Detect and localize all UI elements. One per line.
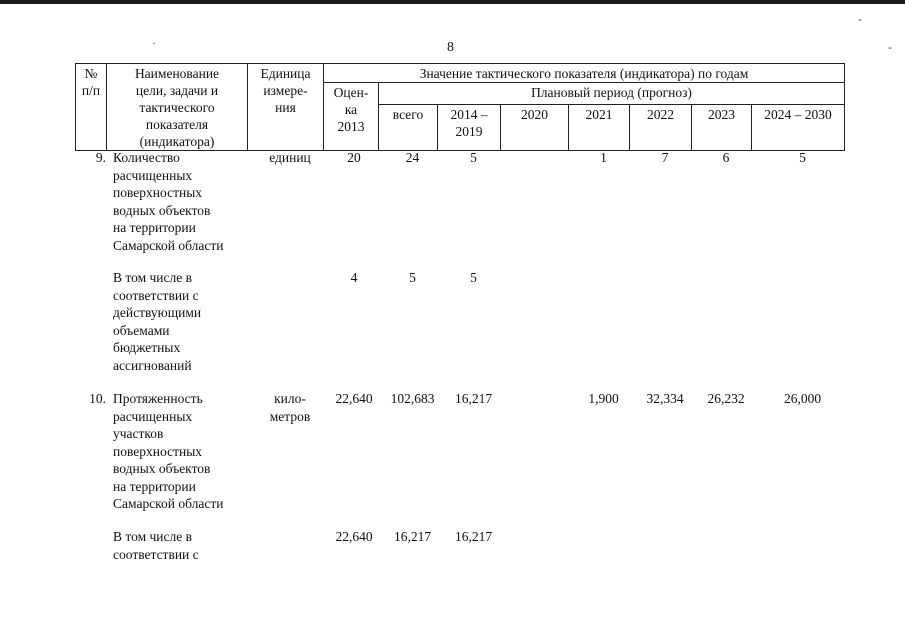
row-3-name: расчищенных — [113, 408, 193, 424]
row-2-name: объемами — [113, 322, 170, 338]
row-2-name: соответствии с — [113, 287, 199, 303]
row-3-name: водных объектов — [113, 461, 211, 476]
table-header — [75, 63, 845, 151]
header-estimate: Оцен- ка 2013 — [324, 83, 379, 151]
header-2021: 2021 — [569, 105, 630, 151]
row-2-estimate: 4 — [350, 270, 358, 285]
row-1-name: Самарской области — [113, 237, 224, 253]
row-4-total: 16,217 — [393, 529, 432, 544]
header-planned: Плановый период (прогноз) — [379, 83, 845, 105]
row-1-num: 9. — [95, 150, 106, 165]
row-3-estimate: 22,640 — [335, 391, 373, 406]
header-2020: 2020 — [501, 105, 569, 151]
row-1-y2024-2030: 5 — [799, 150, 806, 165]
header-2023: 2023 — [692, 105, 752, 151]
row-2-y2014-2019: 5 — [470, 270, 477, 285]
row-4-name: соответствии с — [113, 546, 199, 562]
row-1-name: расчищенных — [113, 167, 193, 183]
row-3-num: 10. — [89, 391, 106, 406]
row-2-name: ассигнований — [113, 357, 192, 373]
row-3-y2022: 32,334 — [646, 391, 684, 406]
row-2-name: В том числе в — [113, 270, 192, 285]
row-3-name: на территории — [113, 478, 196, 494]
page-top-border — [0, 0, 905, 4]
row-2-name: бюджетных — [113, 340, 181, 355]
row-2-name: действующими — [113, 305, 202, 320]
row-1-estimate: 20 — [347, 150, 361, 165]
row-1-y2014-2019: 5 — [470, 150, 477, 165]
header-unit: Единица измере- ния — [248, 64, 324, 151]
row-1-unit: единиц — [269, 150, 311, 165]
row-3-y2021: 1,900 — [588, 391, 619, 406]
row-2-total: 5 — [409, 270, 416, 285]
header-2024-2030: 2024 – 2030 — [752, 105, 845, 151]
row-1-name: Количество — [113, 150, 180, 165]
row-3-name: поверхностных — [113, 443, 203, 459]
row-3-unit: метров — [269, 408, 311, 424]
page-number: 8 — [447, 40, 454, 55]
row-3-name: участков — [113, 426, 164, 441]
header-2022: 2022 — [630, 105, 692, 151]
header-name: Наименование цели, задачи и тактического показателя (индикатора) — [107, 64, 248, 151]
row-3-y2023: 26,232 — [707, 391, 745, 406]
row-3-y2024-2030: 26,000 — [783, 391, 822, 406]
scan-mark: - — [858, 12, 862, 26]
header-2014-2019: 2014 – 2019 — [438, 105, 501, 151]
row-4-name: В том числе в — [113, 529, 192, 544]
row-3-unit: кило- — [274, 391, 306, 406]
row-3-name: Протяженность — [113, 391, 203, 406]
header-total: всего — [379, 105, 438, 151]
row-1-y2022: 7 — [661, 150, 669, 165]
row-3-y2014-2019: 16,217 — [454, 391, 493, 406]
row-1-total: 24 — [405, 150, 420, 165]
row-1-y2023: 6 — [722, 150, 730, 165]
scan-mark: - — [888, 40, 892, 54]
scan-mark: · — [152, 36, 156, 50]
header-values-title: Значение тактического показателя (индикатора) по годам — [324, 64, 845, 83]
row-4-y2014-2019: 16,217 — [454, 529, 493, 544]
row-4-estimate: 22,640 — [335, 529, 373, 544]
row-3-name: Самарской области — [113, 496, 224, 511]
row-1-y2021: 1 — [600, 150, 607, 165]
row-1-name: водных объектов — [113, 202, 211, 218]
row-3-total: 102,683 — [390, 391, 435, 406]
row-1-name: на территории — [113, 220, 196, 235]
header-num: № п/п — [76, 64, 107, 151]
row-1-name: поверхностных — [113, 185, 203, 200]
